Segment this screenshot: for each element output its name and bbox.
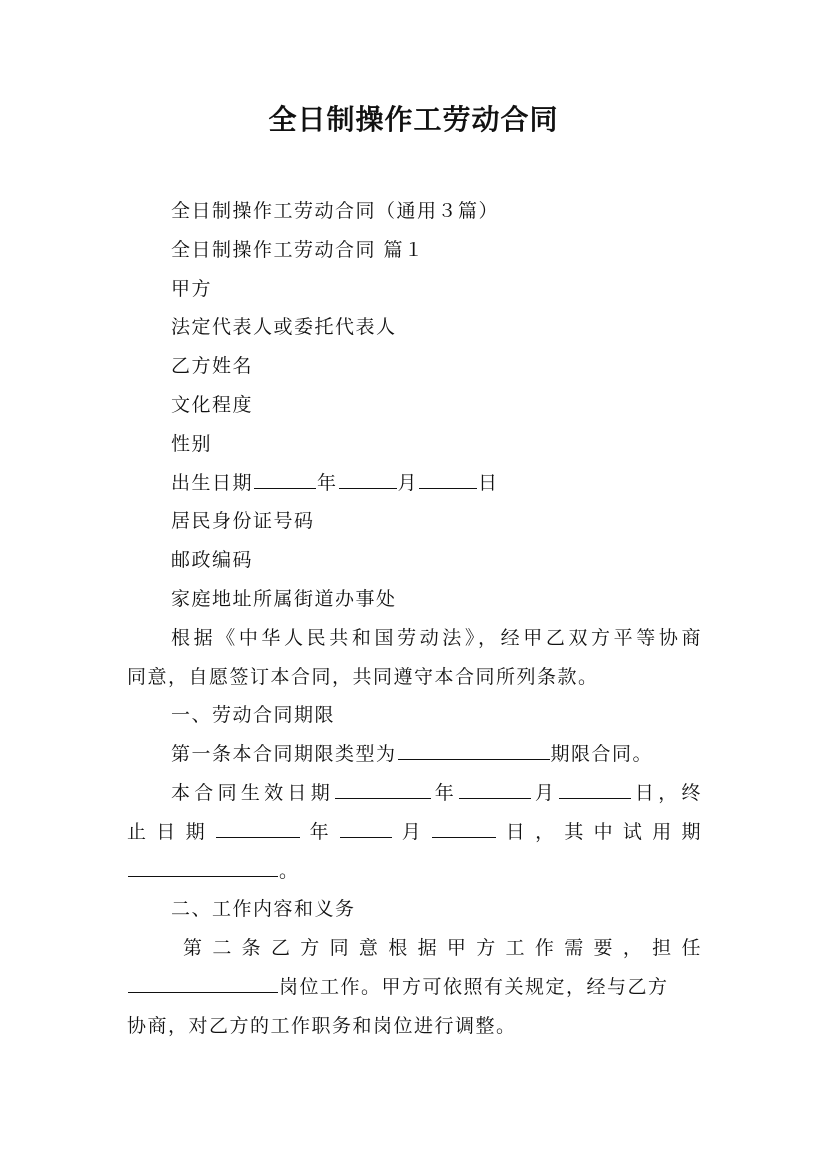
address-field: 家庭地址所属街道办事处 — [171, 587, 397, 610]
party-a-field: 甲方 — [171, 277, 213, 300]
year-label: 年 — [300, 820, 339, 843]
period-mark: 。 — [279, 859, 300, 882]
document-title: 全日制操作工劳动合同 — [268, 103, 559, 136]
birth-year-blank[interactable] — [254, 469, 316, 489]
article-2-line-2 — [127, 968, 702, 1007]
month-label: 月 — [397, 471, 419, 494]
section-contract-term: 一、劳动合同期限 — [171, 704, 336, 727]
end-date-line — [127, 813, 702, 852]
article-2-line-1: 第二条乙方同意根据甲方工作需要，担任 — [183, 937, 702, 960]
effective-date-line — [127, 774, 702, 813]
effective-date-label: 本合同生效日期 — [171, 781, 334, 804]
position-blank[interactable] — [128, 973, 278, 993]
subtitle-line: 全日制操作工劳动合同（通用３篇） — [171, 200, 500, 222]
article-1 — [127, 735, 702, 774]
birth-month-blank[interactable] — [339, 469, 397, 489]
birth-date-label: 出生日期 — [171, 471, 254, 494]
section-heading-1: 全日制操作工劳动合同 篇１ — [171, 238, 425, 261]
preamble-line-2: 同意，自愿签订本合同，共同遵守本合同所列条款。 — [127, 665, 599, 688]
month-label: 月 — [392, 820, 432, 843]
day-label: 日，终 — [632, 781, 702, 804]
id-number-field: 居民身份证号码 — [171, 510, 315, 533]
term-type-blank[interactable] — [398, 740, 550, 760]
year-label: 年 — [431, 781, 459, 804]
section-duties: 二、工作内容和义务 — [171, 898, 356, 921]
document-body — [127, 192, 702, 1046]
start-month-blank[interactable] — [459, 779, 531, 799]
month-label: 月 — [532, 781, 559, 804]
preamble-line-1: 根据《中华人民共和国劳动法》，经甲乙双方平等协商 — [171, 626, 702, 649]
year-label: 年 — [317, 471, 338, 494]
gender-field: 性别 — [171, 432, 213, 455]
article-2-text: 岗位工作。甲方可依照有关规定，经与乙方 — [279, 975, 669, 998]
birth-date-field — [127, 464, 702, 503]
probation-line — [127, 852, 702, 891]
end-date-label: 止日期 — [127, 820, 215, 843]
party-b-name-field: 乙方姓名 — [171, 355, 254, 378]
end-day-blank[interactable] — [432, 818, 496, 838]
birth-day-blank[interactable] — [419, 469, 477, 489]
article-2-line-3: 协商，对乙方的工作职务和岗位进行调整。 — [127, 1014, 517, 1037]
end-month-blank[interactable] — [340, 818, 392, 838]
article-1-suffix: 期限合同。 — [550, 743, 654, 766]
legal-rep-field: 法定代表人或委托代表人 — [171, 316, 397, 339]
start-day-blank[interactable] — [559, 779, 631, 799]
probation-blank[interactable] — [128, 857, 278, 877]
article-1-text: 第一条本合同期限类型为 — [171, 743, 397, 766]
postal-code-field: 邮政编码 — [171, 549, 254, 572]
day-label: 日 — [478, 471, 499, 494]
education-field: 文化程度 — [171, 393, 254, 416]
end-year-blank[interactable] — [216, 818, 300, 838]
probation-label: 日，其中试用期 — [497, 820, 702, 843]
start-year-blank[interactable] — [335, 779, 431, 799]
